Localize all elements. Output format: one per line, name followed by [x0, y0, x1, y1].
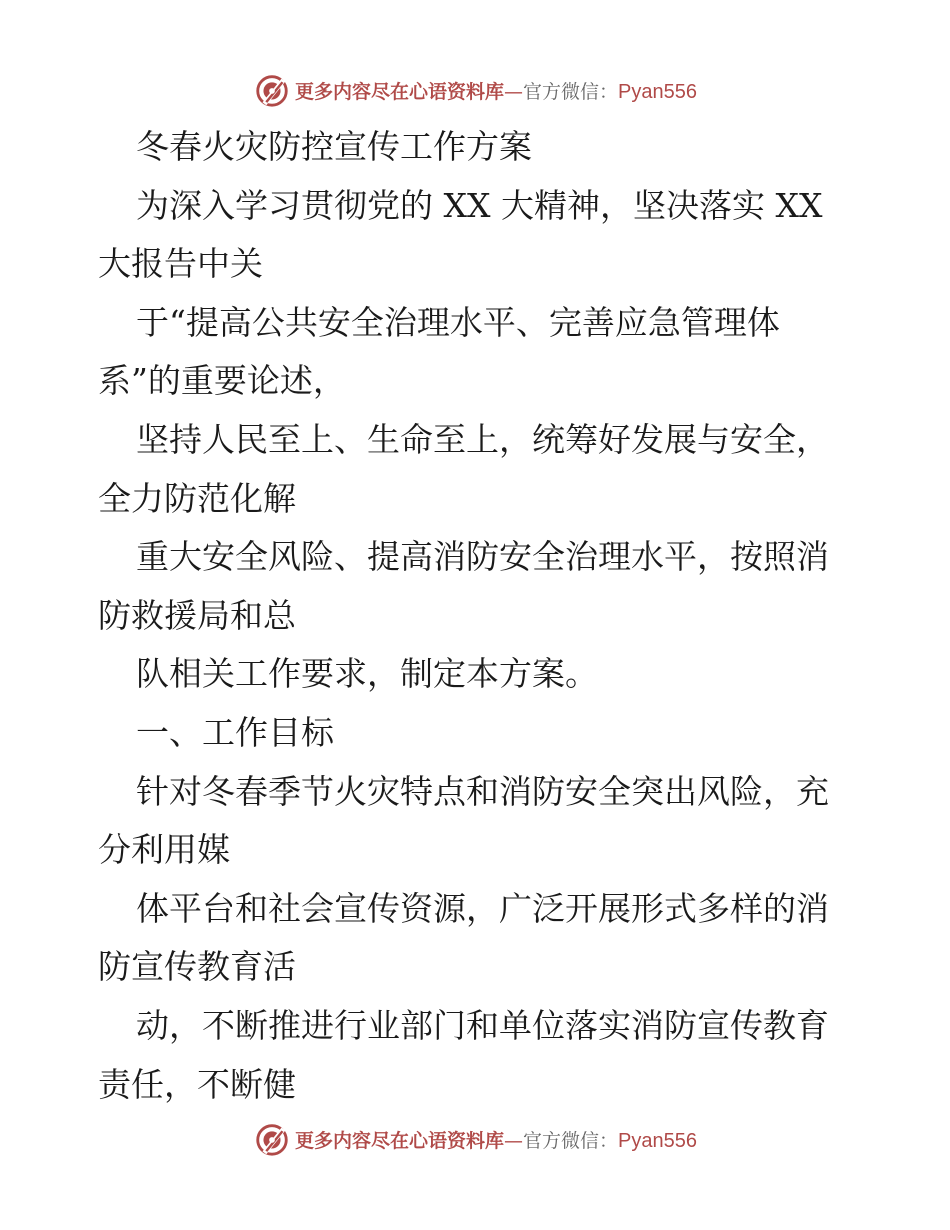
watermark-id: Pyan556 [618, 80, 697, 103]
text-line: 全力防范化解 [98, 478, 296, 518]
text-line: 分利用媒 [98, 830, 230, 870]
watermark-footer [0, 1119, 950, 1159]
text-line: 队相关工作要求，制定本方案。 [136, 654, 598, 694]
text-line: 责任，不断健 [98, 1064, 296, 1104]
watermark-dash: — [504, 80, 524, 103]
watermark-text [295, 1126, 697, 1153]
text-line: 动，不断推进行业部门和单位落实消防宣传教育 [136, 1005, 829, 1045]
watermark-header [0, 70, 950, 110]
text-line: 于“提高公共安全治理水平、完善应急管理体 [136, 302, 780, 342]
text-line: 大报告中关 [98, 244, 263, 284]
watermark-label: 官方微信： [523, 80, 619, 103]
document-body [98, 118, 858, 1114]
text-line: 为深入学习贯彻党的 XX 大精神，坚决落实 XX [136, 185, 823, 225]
text-line: 体平台和社会宣传资源，广泛开展形式多样的消 [136, 888, 829, 928]
pen-seal-icon [253, 71, 291, 109]
text-line: 防宣传教育活 [98, 947, 296, 987]
pen-seal-icon [253, 1120, 291, 1158]
watermark-text [295, 77, 697, 104]
document-title: 冬春火灾防控宣传工作方案 [136, 127, 532, 166]
watermark-label: 官方微信： [523, 1129, 619, 1152]
watermark-dash: — [504, 1129, 524, 1152]
watermark-main: 更多内容尽在心语资料库 [295, 1129, 505, 1152]
text-line: 防救援局和总 [98, 595, 296, 635]
text-line: 系”的重要论述， [98, 361, 346, 401]
text-line: 针对冬春季节火灾特点和消防安全突出风险，充 [136, 771, 829, 811]
text-line: 坚持人民至上、生命至上，统筹好发展与安全， [136, 419, 829, 459]
watermark-main: 更多内容尽在心语资料库 [295, 80, 505, 103]
text-line: 重大安全风险、提高消防安全治理水平，按照消 [136, 537, 829, 577]
section-heading: 一、工作目标 [136, 712, 334, 752]
watermark-id: Pyan556 [618, 1129, 697, 1152]
